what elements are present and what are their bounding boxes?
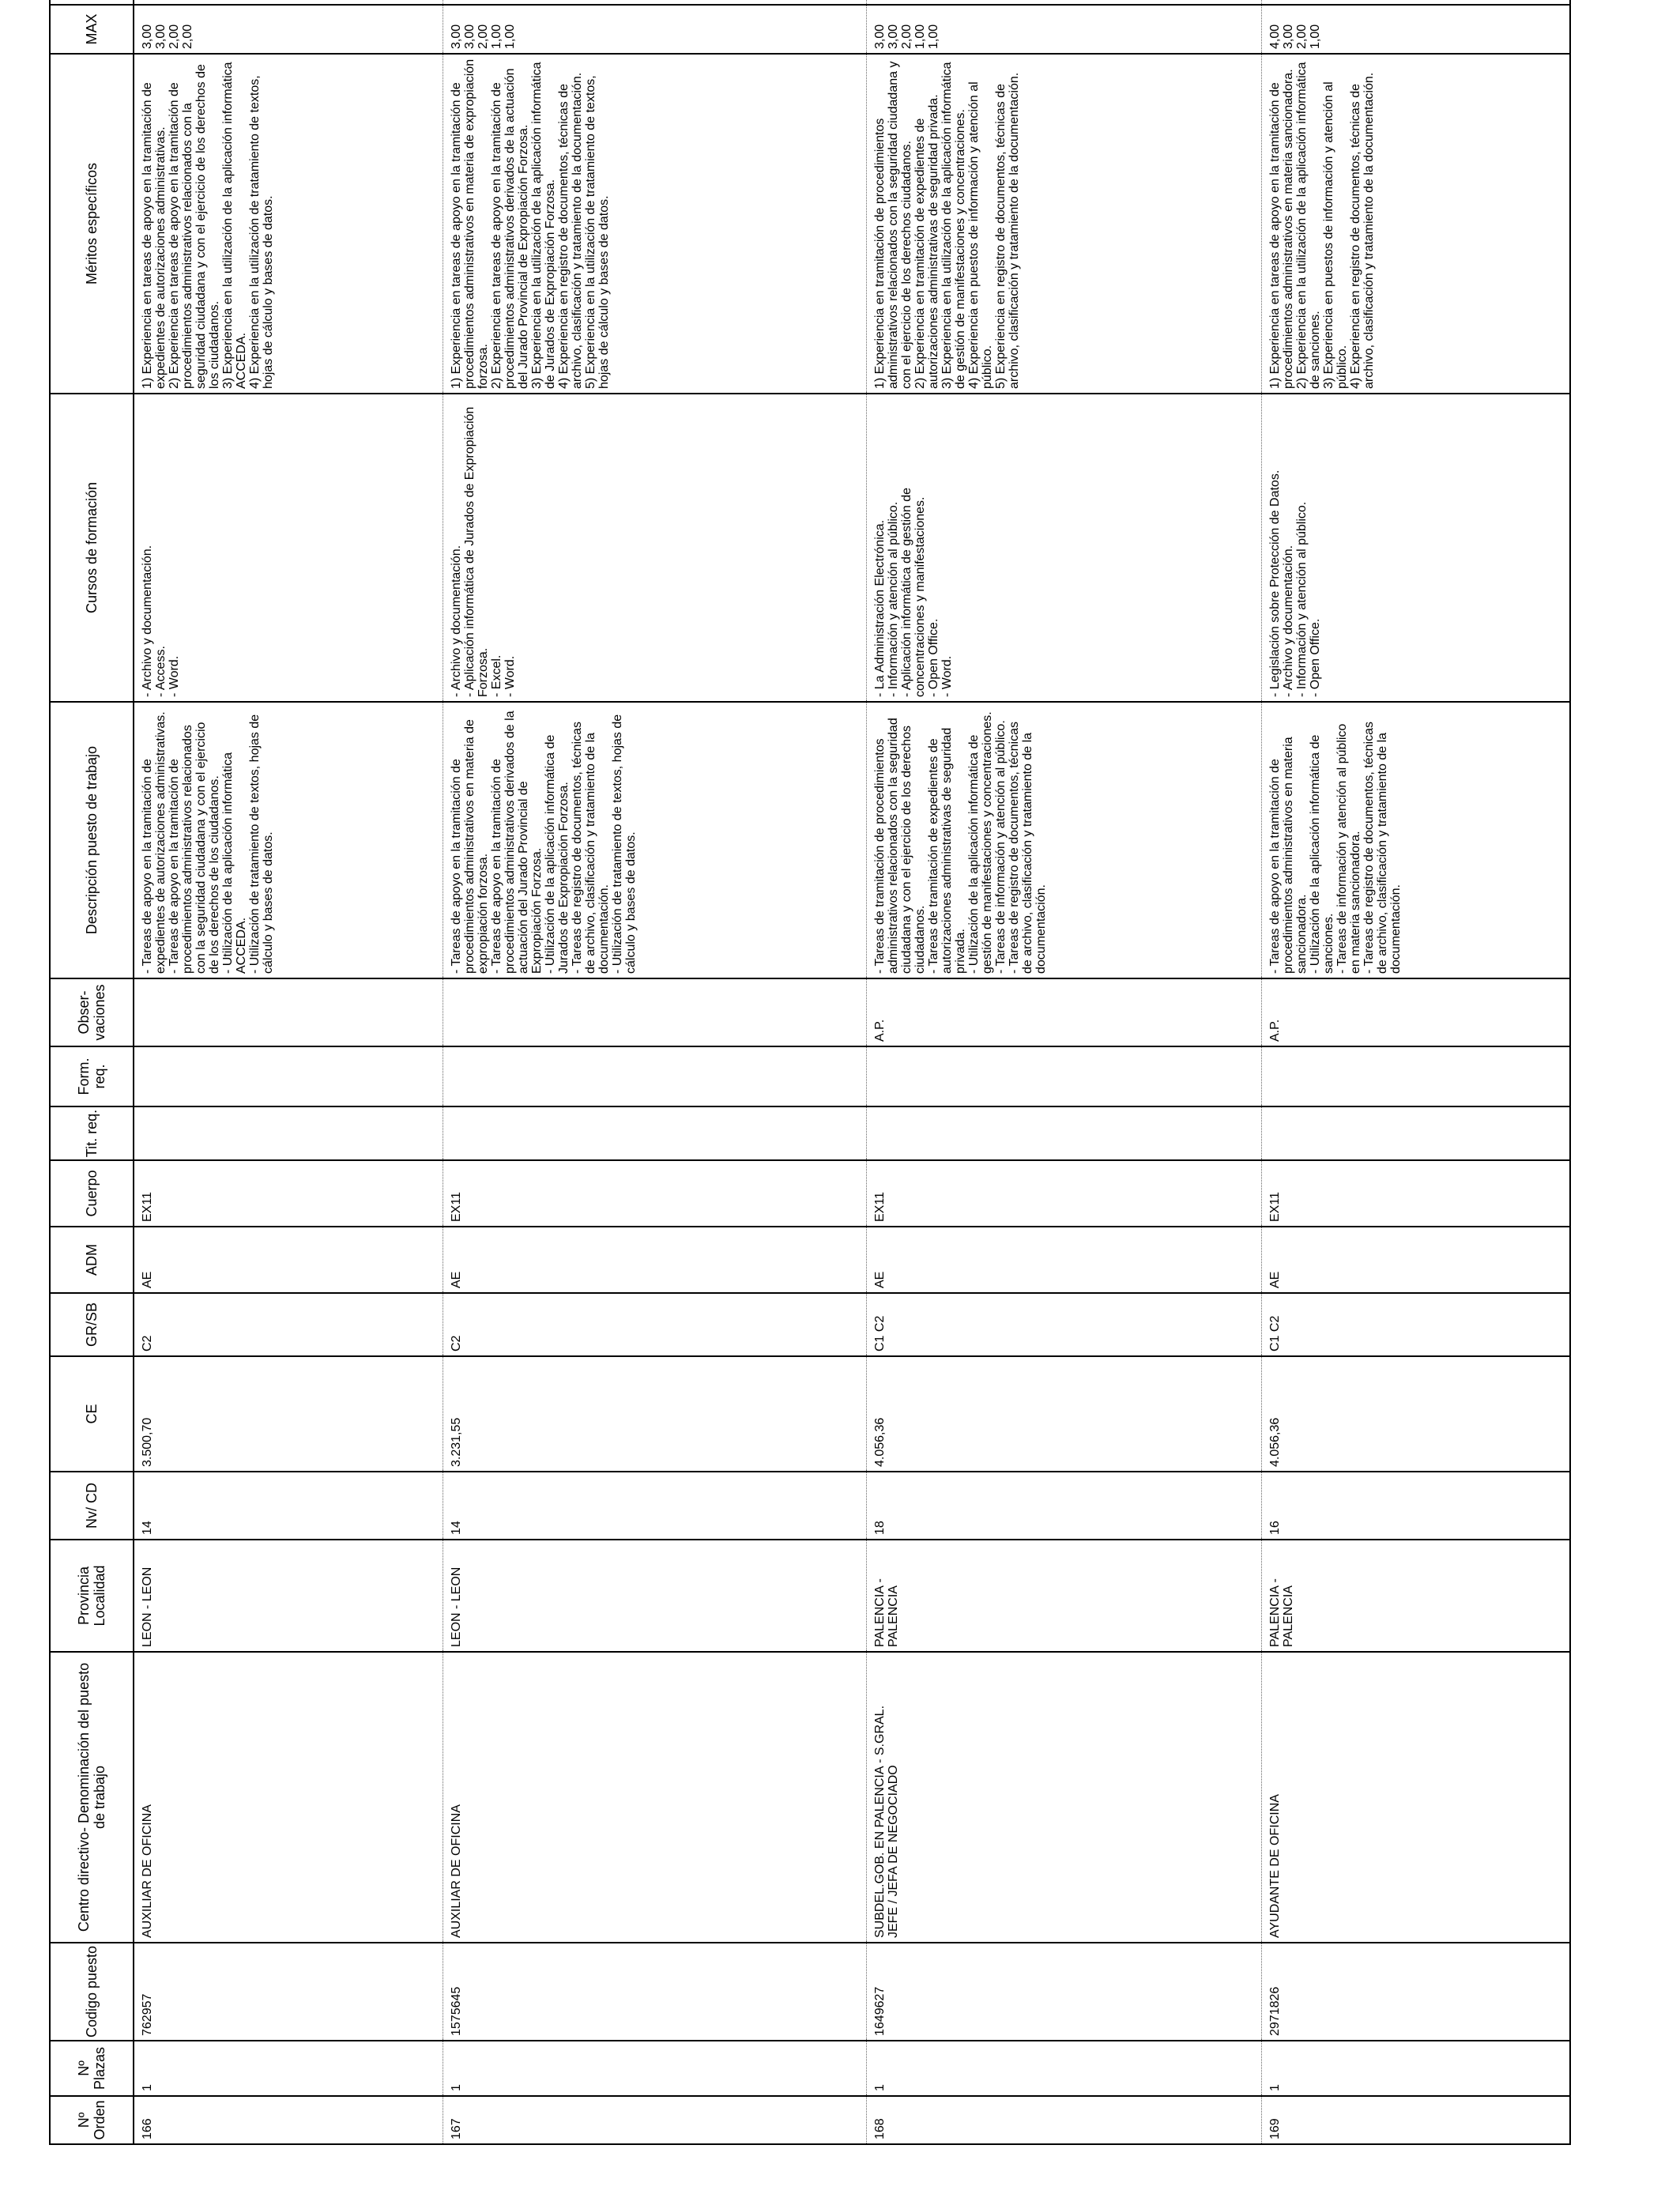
descripcion-item: - Tareas de registro de documentos, técnicas de archivo, clasificación y tratamiento de la documentación. <box>571 722 612 974</box>
descripcion-item: - Utilización de la aplicación informática de sanciones. <box>1308 734 1335 974</box>
header-nivel: Nv/ CD <box>51 1472 134 1540</box>
centro-directivo: SUBDEL.GOB. EN PALENCIA - S.GRAL. <box>873 1705 887 1938</box>
denominacion-puesto: AYUDANTE DE OFICINA <box>1268 1794 1282 1938</box>
meritos-item: 2) Experiencia en tareas de apoyo en la tramitación de procedimientos administrativos relacionados con la seguridad ciudadana y con el ejercicio de los derechos de los ciudadanos. <box>168 64 221 389</box>
header-me <box>51 0 134 5</box>
cell-cuerpo: EX11 <box>1261 1160 1569 1227</box>
table-row <box>443 0 867 2143</box>
descripcion-item: - Tareas de tramitación de procedimientos administrativos relacionados con la seguridad ciudadana y con el ejercicio de los derechos ciudadanos. <box>873 718 928 974</box>
cell-descripcion <box>1261 702 1569 978</box>
vacancy-table-sheet <box>49 0 1571 2145</box>
meritos-item: 2) Experiencia en tareas de apoyo en la tramitación de procedimientos administrativos derivados de la actuación del Jurado Provincial de Expropiación Forzosa. <box>490 68 531 389</box>
cell-codigo: 1649627 <box>867 1943 1262 2041</box>
max-score: 3,00 <box>154 24 168 49</box>
cell-orden: 166 <box>134 2096 443 2143</box>
meritos-item: 3) Experiencia en puestos de información y atención al público. <box>1321 81 1349 389</box>
descripcion-item: - Utilización de tratamiento de textos, hojas de cálculo y bases de datos. <box>611 714 638 974</box>
cell-meritos <box>1261 54 1569 394</box>
cell-nivel: 14 <box>443 1472 867 1540</box>
meritos-item: 5) Experiencia en registro de documentos, técnicas de archivo, clasificación y tratamiento de la documentación. <box>994 72 1022 389</box>
cell-cuerpo: EX11 <box>134 1160 443 1227</box>
meritos-item: 4) Experiencia en registro de documentos, técnicas de archivo, clasificación y tratamiento de la documentación. <box>557 72 585 389</box>
cursos-item: - Archivo y documentación. <box>1281 545 1295 697</box>
cell-tit <box>1261 1106 1569 1160</box>
cell-form <box>867 1046 1262 1106</box>
table-body <box>134 0 1569 2143</box>
descripcion-item: - Tareas de apoyo en la tramitación de procedimientos administrativos en materia sancionadora. <box>1268 737 1309 974</box>
descripcion-item: - Tareas de apoyo en la tramitación de procedimientos administrativos derivados de la actuación del Jurado Provincial de Expropiación Forzosa. <box>490 711 544 974</box>
cell-adm: AE <box>1261 1227 1569 1293</box>
cell-obs <box>443 978 867 1046</box>
descripcion-item: - Tareas de información y atención al público en materia sancionadora. <box>1335 723 1362 974</box>
header-row <box>51 0 134 2143</box>
max-score: 2,00 <box>477 24 491 49</box>
max-score: 1,00 <box>1308 24 1322 49</box>
cursos-item: - La Administración Electrónica. <box>873 519 887 697</box>
cell-ce: 4.056,36 <box>867 1356 1262 1472</box>
cell-ce: 3.500,70 <box>134 1356 443 1472</box>
cell-plazas: 1 <box>443 2041 867 2096</box>
cell-plazas: 1 <box>1261 2041 1569 2096</box>
max-score: 1,00 <box>503 24 518 49</box>
descripcion-item: - Tareas de apoyo en la tramitación de procedimientos administrativos relacionados con la seguridad ciudadana y con el ejercicio de los derechos de los ciudadanos. <box>168 722 221 974</box>
cell-adm: AE <box>443 1227 867 1293</box>
cell-provincia: LEON - LEON <box>443 1540 867 1652</box>
cell-orden: 169 <box>1261 2096 1569 2143</box>
header-grsb: GR/SB <box>51 1293 134 1356</box>
cursos-item: - Aplicación informática de Jurados de Expropiación Forzosa. <box>463 406 491 697</box>
cell-provincia: LEON - LEON <box>134 1540 443 1652</box>
cell-obs: A.P. <box>867 978 1262 1046</box>
meritos-item: 3) Experiencia en la utilización de la aplicación informática ACCEDA. <box>221 62 248 389</box>
table-row <box>134 0 443 2143</box>
cursos-item: - Archivo y documentación. <box>141 545 154 697</box>
header-centro: Centro directivo- Denominación del puesto de trabajo <box>51 1652 134 1943</box>
cursos-item: - Información y atención al público. <box>887 501 901 697</box>
cell-form <box>443 1046 867 1106</box>
max-score: 1,00 <box>490 24 504 49</box>
cell-codigo: 1575645 <box>443 1943 867 2041</box>
max-score: 2,00 <box>900 24 914 49</box>
max-score: 3,00 <box>873 24 887 49</box>
cursos-item: - Open Office. <box>1308 618 1322 697</box>
cell-me <box>134 0 443 5</box>
meritos-item: 4) Experiencia en la utilización de tratamiento de textos, hojas de cálculo y bases de datos. <box>248 75 275 389</box>
cell-grsb: C1 C2 <box>867 1293 1262 1356</box>
descripcion-item: - Tareas de tramitación de expedientes de autorizaciones administrativas de seguridad privada. <box>927 727 968 974</box>
cell-me <box>443 0 867 5</box>
cell-codigo: 762957 <box>134 1943 443 2041</box>
max-score: 2,00 <box>181 24 194 49</box>
meritos-item: 2) Experiencia en tramitación de expedientes de autorizaciones administrativas de seguridad privada. <box>913 94 941 389</box>
cell-grsb: C1 C2 <box>1261 1293 1569 1356</box>
max-score: 3,00 <box>141 24 154 49</box>
descripcion-item: - Tareas de registro de documentos, técnicas de archivo, clasificación y tratamiento de la documentación. <box>1008 722 1049 974</box>
header-orden: Nº Orden <box>51 2096 134 2143</box>
max-score: 1,00 <box>927 24 941 49</box>
cursos-item: - Aplicación informática de gestión de concentraciones y manifestaciones. <box>900 487 928 697</box>
max-score: 3,00 <box>463 24 477 49</box>
descripcion-item: - Utilización de la aplicación informática ACCEDA. <box>221 752 248 974</box>
cell-centro <box>134 1652 443 1943</box>
cell-form <box>134 1046 443 1106</box>
cell-form <box>1261 1046 1569 1106</box>
header-cursos: Cursos de formación <box>51 394 134 702</box>
cursos-item: - Access. <box>154 646 168 697</box>
cell-max <box>443 5 867 54</box>
header-tit: Tit. req. <box>51 1106 134 1160</box>
cell-cursos <box>1261 394 1569 702</box>
cell-descripcion <box>867 702 1262 978</box>
cell-cursos <box>867 394 1262 702</box>
cell-provincia: PALENCIA - PALENCIA <box>867 1540 1262 1652</box>
cell-tit <box>443 1106 867 1160</box>
cell-nivel: 16 <box>1261 1472 1569 1540</box>
meritos-item: 4) Experiencia en puestos de información y atención al público. <box>967 81 995 389</box>
cell-descripcion <box>134 702 443 978</box>
max-score: 2,00 <box>1294 24 1309 49</box>
meritos-item: 1) Experiencia en tramitación de procedimientos administrativos relacionados con la seguridad ciudadana y con el ejercicio de los derechos ciudadanos. <box>873 61 914 389</box>
meritos-item: 1) Experiencia en tareas de apoyo en la tramitación de procedimientos administrativos en materia de expropiación forzosa. <box>450 58 491 389</box>
cell-orden: 168 <box>867 2096 1262 2143</box>
descripcion-item: - Utilización de la aplicación informática de Jurados de Expropiación Forzosa. <box>544 734 571 974</box>
cell-plazas: 1 <box>134 2041 443 2096</box>
max-score: 2,00 <box>168 24 181 49</box>
meritos-item: 1) Experiencia en tareas de apoyo en la tramitación de expedientes de autorizaciones administrativas. <box>141 82 168 389</box>
cell-adm: AE <box>867 1227 1262 1293</box>
cell-cuerpo: EX11 <box>443 1160 867 1227</box>
header-provincia: Provincia Localidad <box>51 1540 134 1652</box>
vacancy-table <box>51 0 1569 2143</box>
cell-me <box>1261 0 1569 5</box>
max-score: 4,00 <box>1268 24 1282 49</box>
max-score: 3,00 <box>450 24 464 49</box>
cell-centro <box>867 1652 1262 1943</box>
cell-plazas: 1 <box>867 2041 1262 2096</box>
descripcion-item: - Tareas de registro de documentos, técnicas de archivo, clasificación y tratamiento de la documentación. <box>1362 722 1403 974</box>
header-ce: CE <box>51 1356 134 1472</box>
cursos-item: - Open Office. <box>927 618 941 697</box>
descripcion-item: - Utilización de tratamiento de textos, hojas de cálculo y bases de datos. <box>248 714 275 974</box>
cell-ce: 4.056,36 <box>1261 1356 1569 1472</box>
cursos-item: - Archivo y documentación. <box>450 545 464 697</box>
meritos-item: 3) Experiencia en la utilización de la aplicación informática de Jurados de Expropiación Forzosa. <box>530 62 558 389</box>
cell-meritos <box>867 54 1262 394</box>
header-cuerpo: Cuerpo <box>51 1160 134 1227</box>
max-score: 3,00 <box>1281 24 1295 49</box>
cursos-item: - Legislación sobre Protección de Datos. <box>1268 469 1282 697</box>
cell-obs: A.P. <box>1261 978 1569 1046</box>
cursos-item: - Word. <box>940 655 955 697</box>
denominacion-puesto: JEFE / JEFA DE NEGOCIADO <box>887 1765 901 1938</box>
cell-provincia: PALENCIA - PALENCIA <box>1261 1540 1569 1652</box>
table-row <box>867 0 1262 2143</box>
denominacion-puesto: AUXILIAR DE OFICINA <box>141 1804 154 1938</box>
cell-meritos <box>443 54 867 394</box>
cell-cuerpo: EX11 <box>867 1160 1262 1227</box>
cursos-item: - Excel. <box>490 654 504 697</box>
header-form: Form. req. <box>51 1046 134 1106</box>
cell-max <box>867 5 1262 54</box>
cell-tit <box>867 1106 1262 1160</box>
header-descripcion: Descripción puesto de trabajo <box>51 702 134 978</box>
descripcion-item: - Utilización de la aplicación informática de gestión de manifestaciones y concentraciones. <box>967 711 995 974</box>
cell-cursos <box>443 394 867 702</box>
header-adm: ADM <box>51 1227 134 1293</box>
table-row <box>1261 0 1569 2143</box>
cursos-item: - Información y atención al público. <box>1294 501 1309 697</box>
cell-max <box>1261 5 1569 54</box>
cell-max <box>134 5 443 54</box>
meritos-item: 4) Experiencia en registro de documentos, técnicas de archivo, clasificación y tratamiento de la documentación. <box>1348 72 1376 389</box>
cell-orden: 167 <box>443 2096 867 2143</box>
cursos-item: - Word. <box>168 655 181 697</box>
meritos-item: 2) Experiencia en la utilización de la aplicación informática de sanciones. <box>1294 62 1322 389</box>
max-score: 1,00 <box>913 24 928 49</box>
cell-centro <box>443 1652 867 1943</box>
header-meritos: Méritos específicos <box>51 54 134 394</box>
meritos-item: 1) Experiencia en tareas de apoyo en la tramitación de procedimientos administrativos en materia sancionadora. <box>1268 69 1295 389</box>
cell-codigo: 2971826 <box>1261 1943 1569 2041</box>
header-obs: Obser- vaciones <box>51 978 134 1046</box>
header-codigo: Codigo puesto <box>51 1943 134 2041</box>
meritos-item: 5) Experiencia en la utilización de tratamiento de textos, hojas de cálculo y bases de datos. <box>584 75 612 389</box>
meritos-item: 3) Experiencia en la utilización de la aplicación informática de gestión de manifestaciones y concentraciones. <box>940 62 968 389</box>
cell-meritos <box>134 54 443 394</box>
denominacion-puesto: AUXILIAR DE OFICINA <box>450 1804 464 1938</box>
cell-obs <box>134 978 443 1046</box>
cell-grsb: C2 <box>134 1293 443 1356</box>
cell-nivel: 14 <box>134 1472 443 1540</box>
cell-nivel: 18 <box>867 1472 1262 1540</box>
header-max: MAX <box>51 5 134 54</box>
cell-descripcion <box>443 702 867 978</box>
cell-centro <box>1261 1652 1569 1943</box>
cell-tit <box>134 1106 443 1160</box>
descripcion-item: - Tareas de información y atención al público. <box>994 720 1008 974</box>
max-score: 3,00 <box>887 24 901 49</box>
descripcion-item: - Tareas de apoyo en la tramitación de expedientes de autorizaciones administrativas. <box>141 711 168 974</box>
cell-me <box>867 0 1262 5</box>
cell-cursos <box>134 394 443 702</box>
cursos-item: - Word. <box>503 655 518 697</box>
descripcion-item: - Tareas de apoyo en la tramitación de procedimientos administrativos en materia de expropiación forzosa. <box>450 719 491 974</box>
cell-grsb: C2 <box>443 1293 867 1356</box>
header-plazas: Nº Plazas <box>51 2041 134 2096</box>
cell-adm: AE <box>134 1227 443 1293</box>
cell-ce: 3.231,55 <box>443 1356 867 1472</box>
